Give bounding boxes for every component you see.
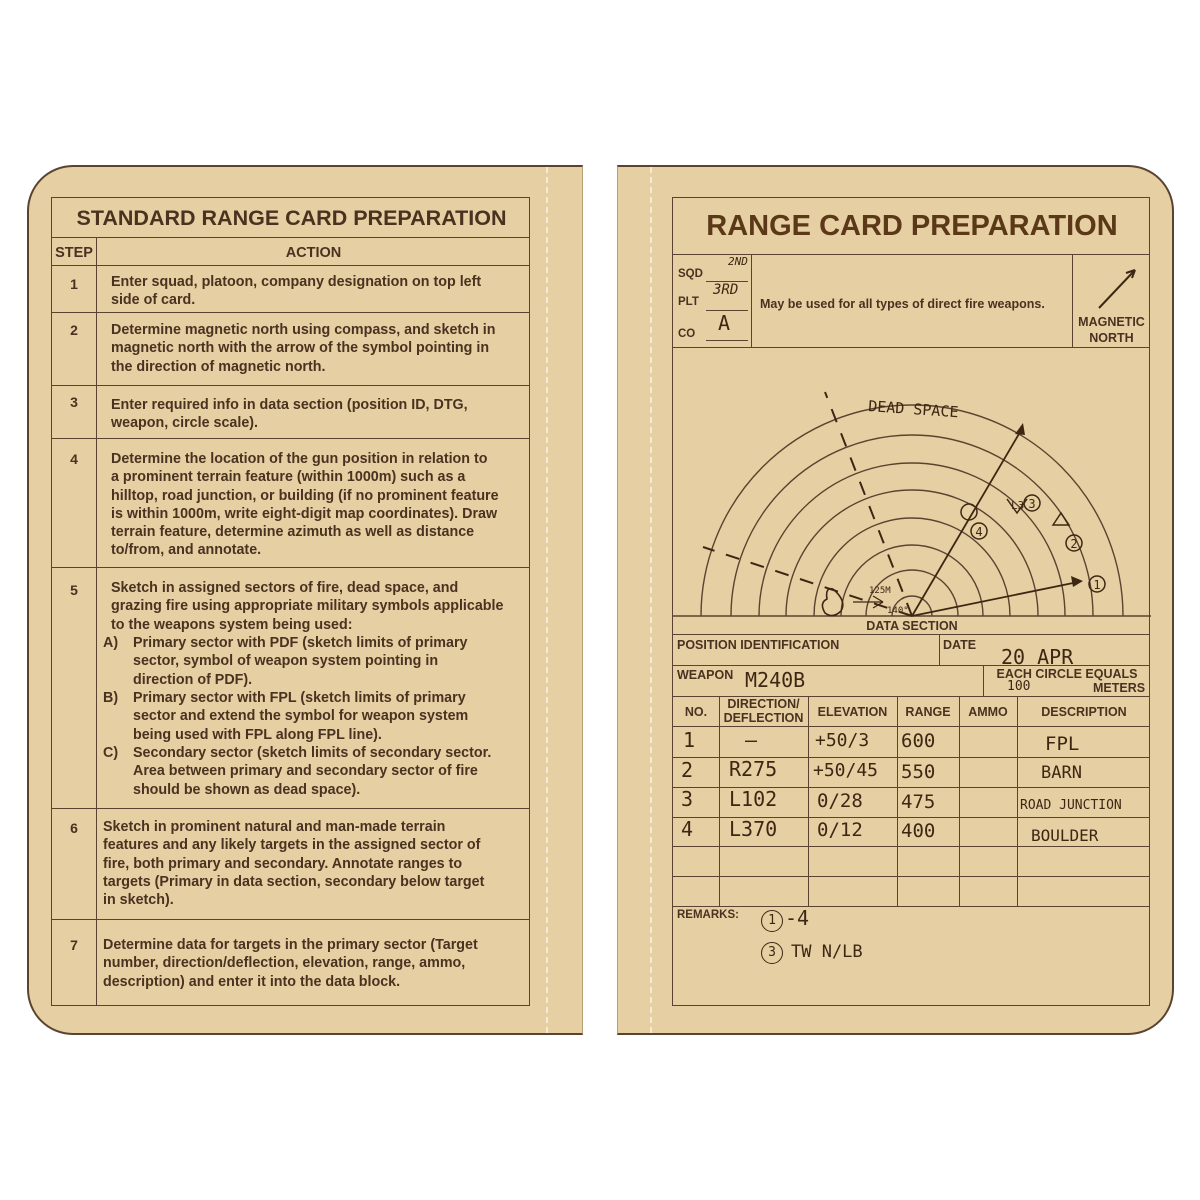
step-number: 6 xyxy=(70,820,78,836)
data-section-label: DATA SECTION xyxy=(866,619,958,633)
sqd-value: 2ND xyxy=(728,255,748,268)
dead-space-label: DEAD SPACE xyxy=(867,397,960,422)
range-sketch xyxy=(673,347,1151,620)
perforation-line xyxy=(546,167,548,1033)
remark-text: -4 xyxy=(785,906,810,930)
step-action: Determine data for targets in the primary sector (Target number, direction/deflection, elevation, range, ammo, description) and enter it into the data block. xyxy=(103,937,478,990)
step-action: Determine magnetic north using compass, and sketch in magnetic north with the arrow of the symbol pointing in the direction of magnetic north. xyxy=(111,322,496,375)
remark-mark: 3 xyxy=(761,942,783,964)
target-label: 1 xyxy=(1093,578,1101,592)
co-value: A xyxy=(718,311,731,335)
remark-mark: 1 xyxy=(761,910,783,932)
range-note: 125M xyxy=(869,586,891,596)
target-label: 3 xyxy=(1028,497,1036,511)
col-elevation: ELEVATION xyxy=(817,705,888,719)
weapons-note: May be used for all types of direct fire weapons. xyxy=(760,297,1045,311)
step-number: 4 xyxy=(70,451,78,467)
circle-label: EACH CIRCLE EQUALS xyxy=(996,667,1138,681)
action-header: ACTION xyxy=(285,245,342,261)
plt-value: 3RD xyxy=(713,282,739,298)
step-action: Determine the location of the gun position in relation to a prominent terrain feature (within 1000m) such as a hilltop, road junction, or building (if no prominent feature is within 1000m, write eight-digit map coordinates). Draw terrain feature, determine azimuth as well as distance to/from, and annotate. xyxy=(111,451,499,559)
sub-action: Primary sector with FPL (sketch limits of primary sector and extend the symbol for weapon system being used with FPL along FPL line). xyxy=(133,690,469,743)
step-action: Enter required info in data section (position ID, DTG, weapon, circle scale). xyxy=(111,397,468,432)
terrain-tree-icon xyxy=(822,589,842,616)
left-title: STANDARD RANGE CARD PREPARATION xyxy=(76,206,507,230)
magnetic-label: MAGNETIC xyxy=(1078,315,1145,329)
weapon-label: WEAPON xyxy=(677,668,734,682)
step-action: Enter squad, platoon, company designation on top left side of card. xyxy=(111,274,482,309)
sub-action: Primary sector with PDF (sketch limits of primary sector, symbol of weapon system pointing in direction of PDF). xyxy=(133,635,468,688)
standard-range-card-table xyxy=(51,197,530,1006)
sub-letter: C) xyxy=(103,745,119,761)
range-card-form: RANGE CARD PREPARATION SQD PLT CO 2ND 3RD A May be used for all types of direct fire weapons. MAGNETIC NORTH 1 2 3 4 L3 DEAD SPACE 125M 140° DATA SECTION POSITION IDENTIFICATION DATE 20 APR WEAPON M240B EACH CIRCLE EQUALS 100 METERS NO. DIRECTION/ DEFLECTION ELEVATION RANGE AMMO DESCRIPTION 1 — +50/3 600 FPL 2 R275 +50/45 550 BARN 3 L102 0/28 475 ROAD JUNCTION 4 L370 0/12 400 BOULDER REMARKS: 1 -4 3 TW N/LB xyxy=(672,197,1150,1006)
north-label: NORTH xyxy=(1089,331,1134,345)
meters-label: METERS xyxy=(1093,681,1146,695)
azimuth-note: 140° xyxy=(887,606,909,616)
date-value: 20 APR xyxy=(1001,645,1074,669)
position-label: POSITION IDENTIFICATION xyxy=(677,638,840,652)
col-ammo: AMMO xyxy=(968,705,1008,719)
right-title: RANGE CARD PREPARATION xyxy=(706,210,1118,242)
sub-letter: B) xyxy=(103,690,119,706)
perforation-line xyxy=(650,167,652,1033)
range-circles xyxy=(701,405,1123,616)
remarks-label: REMARKS: xyxy=(677,909,739,921)
date-label: DATE xyxy=(943,638,977,652)
plt-label: PLT xyxy=(678,296,699,308)
sub-action: Secondary sector (sketch limits of secondary sector. Area between primary and secondary sector of fire should be shown as dead space). xyxy=(133,745,492,798)
step-number: 2 xyxy=(70,322,78,338)
dead-space-limit-line xyxy=(825,392,912,616)
step-action: Sketch in prominent natural and man-made terrain features and any likely targets in the assigned sector of fire, both primary and secondary. Annotate ranges to targets (Primary in data section, secondary below target in sketch). xyxy=(103,819,485,909)
fpl-arrow xyxy=(912,582,1078,616)
step-number: 1 xyxy=(70,276,78,292)
col-no: NO. xyxy=(684,705,708,719)
target-label: 4 xyxy=(975,525,983,539)
co-label: CO xyxy=(678,328,696,340)
step-header: STEP xyxy=(55,245,93,261)
secondary-target-label: L3 xyxy=(1011,499,1025,512)
weapon-value: M240B xyxy=(745,668,806,692)
step-number: 7 xyxy=(70,937,78,953)
step-action: Sketch in assigned sectors of fire, dead space, and grazing fire using appropriate military symbols applicable to the weapons system being used: xyxy=(111,580,504,633)
target-label: 2 xyxy=(1070,537,1078,551)
magnetic-north-arrow-icon xyxy=(1093,264,1143,312)
col-range: RANGE xyxy=(905,705,951,719)
step-number: 5 xyxy=(70,582,78,598)
col-deflection: DEFLECTION xyxy=(723,711,804,725)
sqd-label: SQD xyxy=(678,268,703,280)
remark-text: TW N/LB xyxy=(791,942,863,962)
sub-letter: A) xyxy=(103,635,119,651)
col-description: DESCRIPTION xyxy=(1041,705,1127,719)
step-number: 3 xyxy=(70,394,78,410)
col-direction: DIRECTION/ xyxy=(727,697,800,711)
circle-value: 100 xyxy=(1007,679,1031,694)
